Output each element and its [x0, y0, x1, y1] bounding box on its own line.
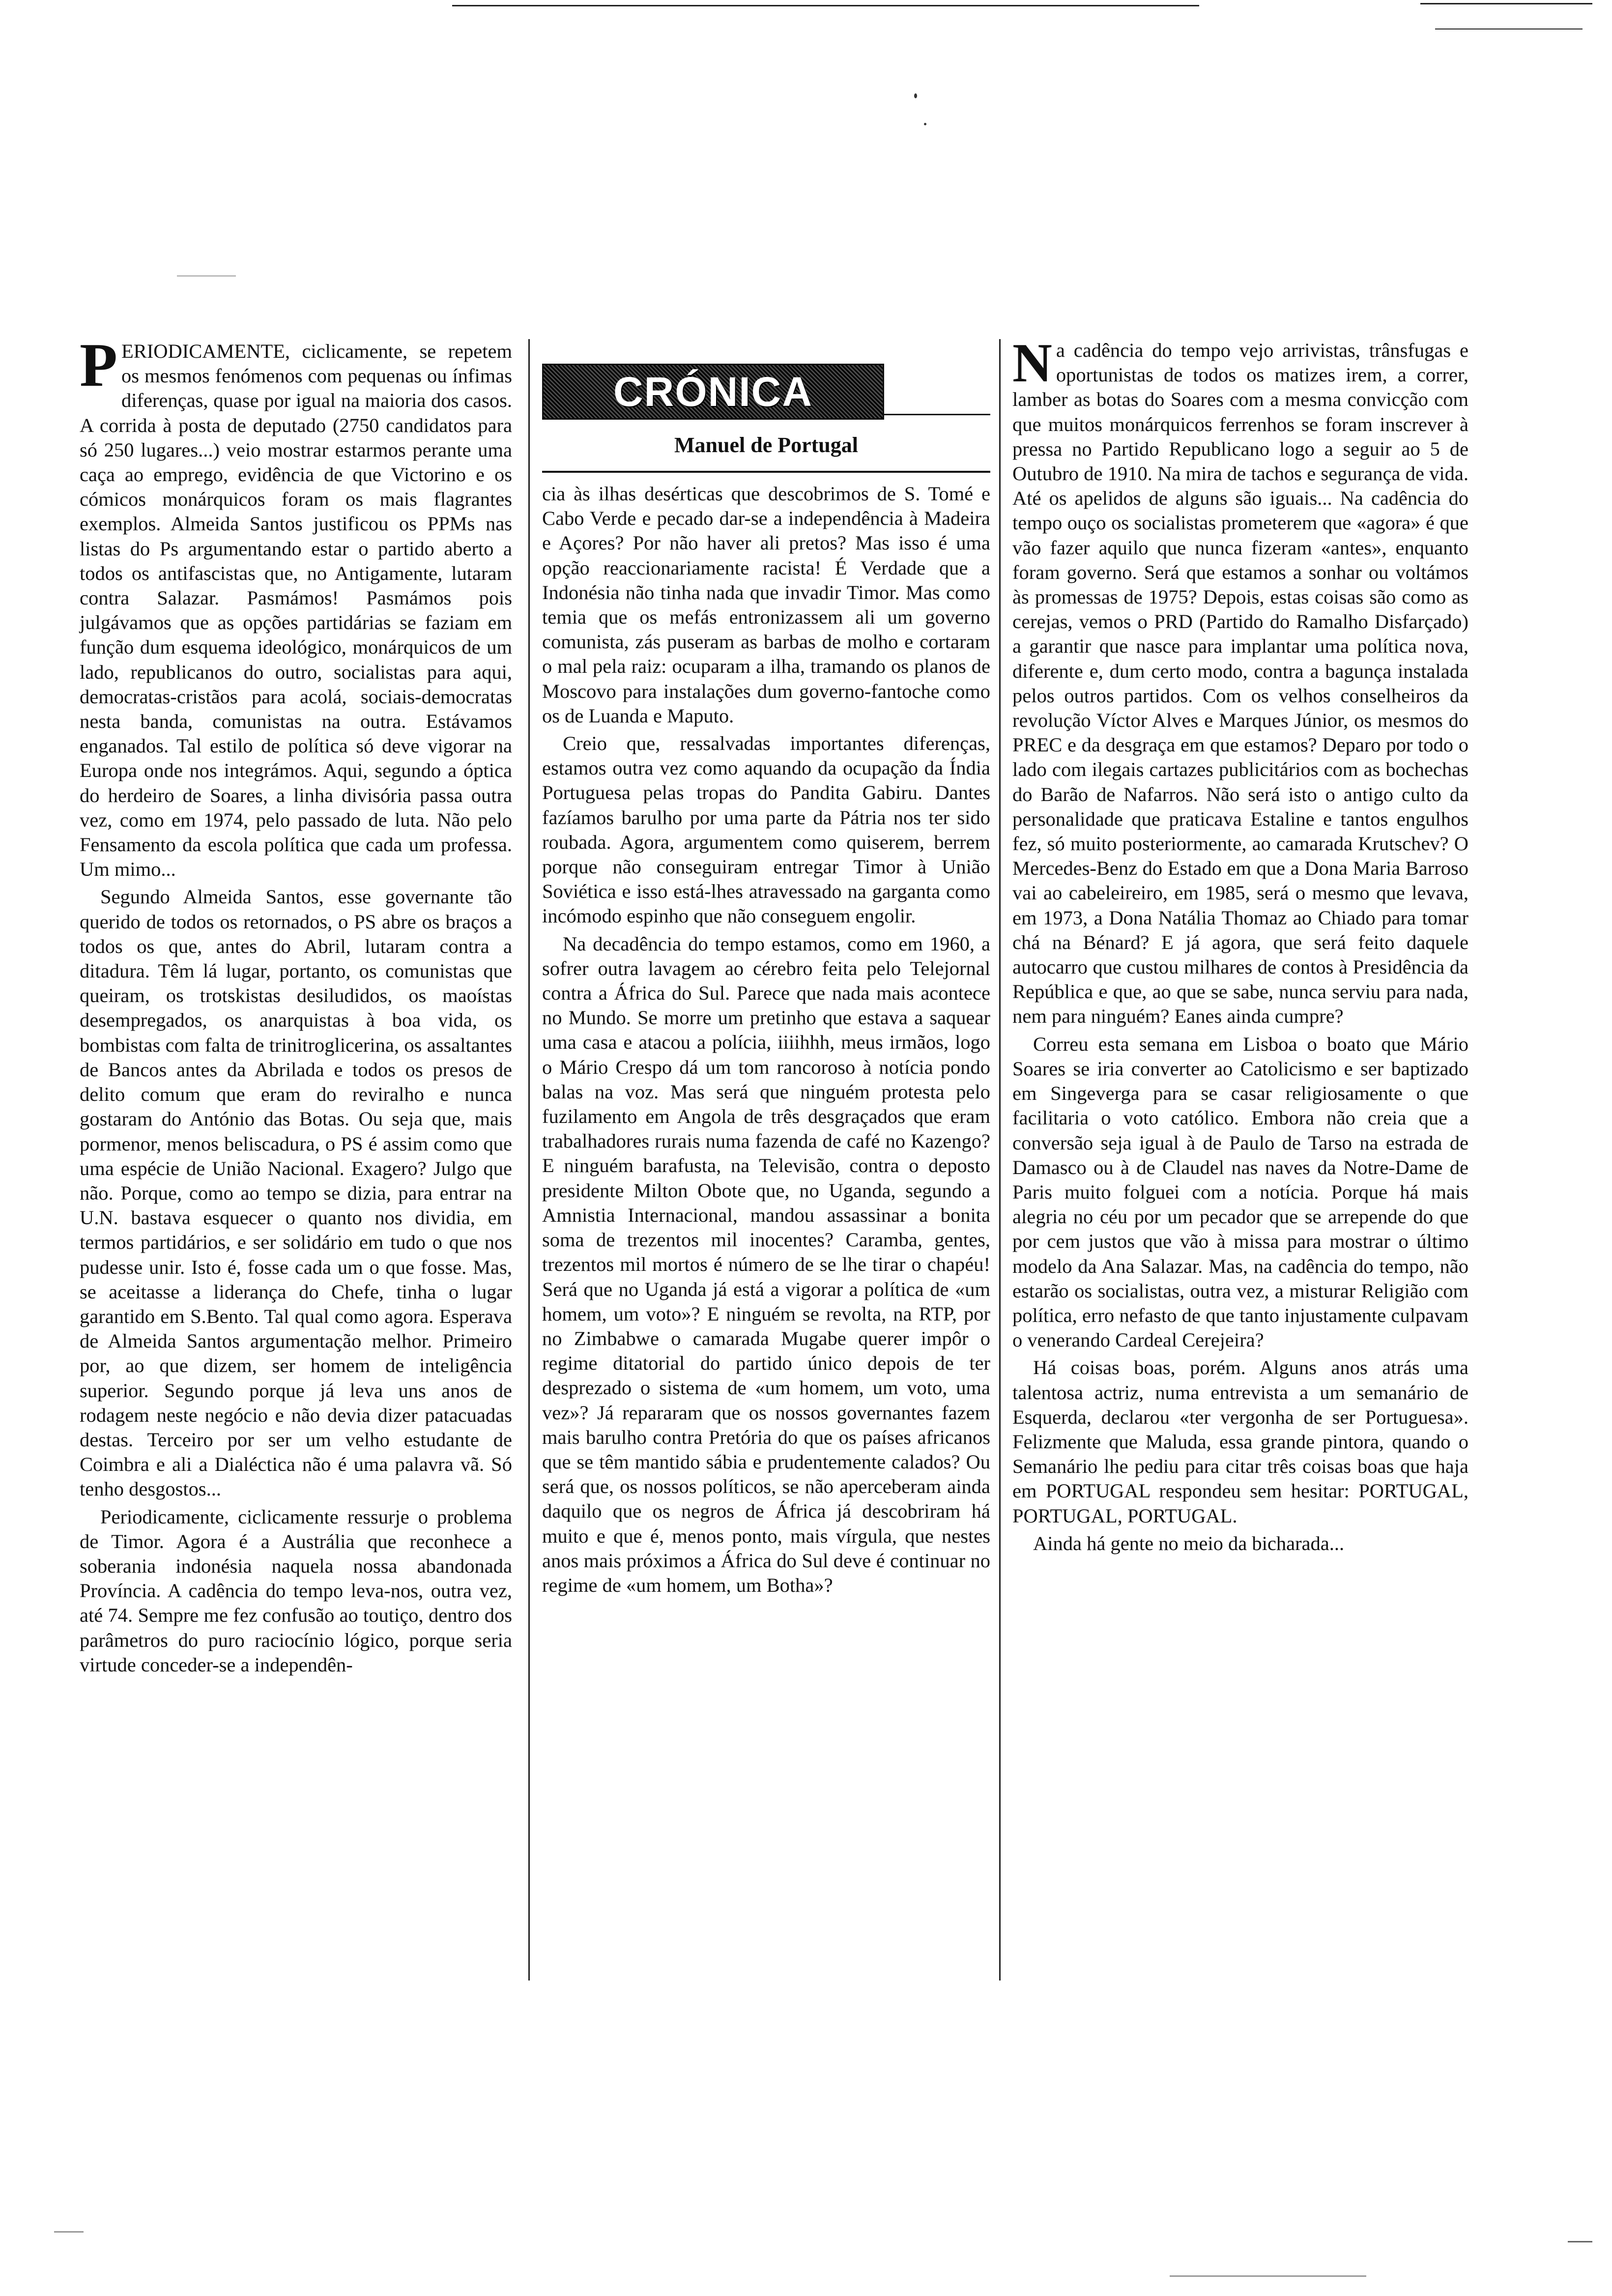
banner-rule [884, 414, 990, 415]
paragraph: Segundo Almeida Santos, esse governante tão querido de todos os retornados, o PS abre os braços a todos os que, antes do Abril, lutaram contra a ditadura. Têm lá lugar, portanto, os comunistas que queiram, os trotskistas desiludidos, os maoístas desempregados, os anarquistas à boa vida, os bombistas com falta de trinitroglicerina, os assaltantes de Bancos antes da Abrilada e todos os presos de delito comum que eram do reviralho e nunca gostaram do António das Botas. Ou seja que, mais pormenor, menos beliscadura, o PS é assim como que uma espécie de União Nacional. Exagero? Julgo que não. Porque, como ao tempo se dizia, para entrar na U.N. bastava esquecer o quanto nos dividia, em termos partidários, e ser solidário em tudo o que nos pudesse unir. Isto é, fosse cada um o que fosse. Mas, se aceitasse a liderança do Chefe, tinha o lugar garantido em S.Bento. Tal qual como agora. Esperava de Almeida Santos argumentação melhor. Primeiro por, ao que dizem, ser homem de inteligência superior. Segundo porque já leva uns anos de rodagem neste negócio e não devia dizer patacuadas destas. Terceiro por ser um velho estudante de Coimbra e ali a Dialéctica não é uma palavra vã. Só tenho desgostos... [80, 886, 512, 1500]
paragraph: cia às ilhas desérticas que descobrimos de S. Tomé e Cabo Verde e pecado dar-se a independência à Madeira e Açores? Por não haver ali pretos? Mas isso é uma opção reaccionariamente racista! É Verdade que a Indonésia não tinha nada que invadir Timor. Mas como temia que os mefás entronizassem ali um governo comunista, zás puseram as barbas de molho e cortaram o mal pela raiz: ocuparam a ilha, tramando os planos de Moscovo para instalações dum governo-fantoche como os de Luanda e Maputo. [542, 483, 990, 727]
scan-speck [177, 275, 236, 277]
section-title: CRÓNICA [613, 368, 813, 415]
scan-speck [1568, 2241, 1592, 2242]
paragraph: Periodicamente, ciclicamente ressurje o problema de Timor. Agora é a Austrália que reconhece a soberania indonésia naquela nossa abandonada Província. A cadência do tempo leva-nos, outra vez, até 74. Sempre me fez confusão ao toutiço, dentro dos parâmetros do puro raciocínio lógico, porque seria virtude conceder-se a independên- [80, 1505, 512, 1676]
paragraph: Correu esta semana em Lisboa o boato que Mário Soares se iria converter ao Catolicismo e ser baptizado em Singeverga para se casar religiosamente o que facilitaria o voto católico. Embora não creia que a conversão seja igual à de Paulo de Tarso na estrada de Damasco ou à de Claudel nas naves da Notre-Dame de Paris muito folguei com a notícia. Porque há mais alegria no céu por um pecador que se arrepende do que por cem justos que vão à missa para mostrar o último modelo da Ana Salazar. Mas, na cadência do tempo, não estarão os socialistas, outra vez, a misturar Religião com política, erro nefasto de que tanto injustamente culpavam o venerando Cardeal Cerejeira? [1012, 1033, 1468, 1351]
byline-rule [542, 471, 990, 473]
section-banner-box [542, 364, 884, 420]
column-divider [528, 339, 530, 1980]
scan-speck [914, 93, 917, 98]
scan-edge-line [1420, 3, 1592, 4]
paragraph-text: a cadência do tempo vejo arrivistas, trânsfugas e oportunistas de todos os matizes irem, a correr, lamber as botas do Soares com a mesma convicção com que muitos monárquicos ferrenhos se foram inscrever à pressa no Partido Republicano logo a seguir ao 5 de Outubro de 1910. Na mira de tachos e segurança de vida. Até os apelidos de alguns são iguais... Na cadência do tempo ouço os socialistas prometerem que «agora» é que vão fazer aquilo que nunca fizeram «antes», enquanto foram governo. Será que estamos a sonhar ou voltámos às promessas de 1975? Depois, estas coisas são como as cerejas, vemos o PRD (Partido do Ramalho Disfarçado) a garantir que nasce para implantar uma política nova, diferente e, dum certo modo, contra a bagunça instalada pelos outros partidos. Com os velhos conselheiros da revolução Víctor Alves e Marques Júnior, os mesmos do PREC e da desgraça em que estamos? Deparo por todo o lado com ilegais cartazes publicitários com as bochechas do Barão de Nafarros. Não será isto o antigo culto da personalidade que praticava Estaline e tantos engulhos fez, só muito posteriormente, ao camarada Krutschev? O Mercedes-Benz do Estado em que a Dona Maria Barroso vai ao cabeleireiro, em 1985, será o mesmo que levava, em 1973, a Dona Natália Thomaz ao Chiado para tomar chá na Bénard? E já agora, que será feito daquele autocarro que custou milhares de contos à Presidência da República e que, ao que se sabe, nunca serviu para nada, nem para ninguém? Eanes ainda cumpre? [1012, 339, 1468, 1028]
scan-speck [54, 2231, 84, 2233]
scan-edge-line [452, 5, 1199, 6]
paragraph [1012, 333, 1468, 1029]
article-column-3 [1012, 333, 1468, 1556]
paragraph: Na decadência do tempo estamos, como em 1960, a sofrer outra lavagem ao cérebro feita pelo Telejornal contra a África do Sul. Parece que nada mais acontece no Mundo. Se morre um pretinho que estava a saquear uma casa e atacou a polícia, iiiihhh, meus irmãos, logo o Mário Crespo dá um tom rancoroso à notícia pondo balas na voz. Mas será que ninguém protesta pelo fuzilamento em Angola de três desgraçados que eram trabalhadores rurais numa fazenda de café no Kazengo? E ninguém barafusta, na Televisão, contra o deposto presidente Milton Obote que, no Uganda, segundo a Amnistia Internacional, mandou assassinar a bonita soma de trezentos mil inocentes? Caramba, gentes, trezentos mil mortos é número de se lhe tirar o chapéu! Será que no Uganda já está a vigorar a política de «um homem, um voto»? E ninguém se revolta, na RTP, por no Zimbabwe o camarada Mugabe querer impôr o regime ditatorial do partido único depois de ter desprezado o sistema de «um homem, um voto, uma vez»? Já repararam que os nossos governantes fazem mais barulho contra Pretória do que os países africanos que se têm mantido sábia e prudentemente calados? Ou será que, os nossos políticos, se não aperceberam ainda daquilo que os negros de África já descobriram há muito e que é, menos ponto, mais vírgula, que nestes anos mais próximos a África do Sul deve é continuar no regime de «um homem, um Botha»? [542, 932, 990, 1596]
paragraph: Creio que, ressalvadas importantes diferenças, estamos outra vez como aquando da ocupação da Índia Portuguesa pelas tropas do Pandita Gabiru. Dantes fazíamos barulho por uma parte da Pátria nos ter sido roubada. Agora, argumentem como quiserem, berrem porque não conseguiram entregar Timor à União Soviética e isso está-lhes atravessado na garganta como incómodo espinho que não conseguem engolir. [542, 732, 990, 927]
scan-speck [1170, 2275, 1366, 2277]
article-column-2 [542, 482, 990, 1598]
paragraph: Há coisas boas, porém. Alguns anos atrás uma talentosa actriz, numa entrevista a um semanário de Esquerda, declarou «ter vergonha de ser Portuguesa». Felizmente que Maluda, essa grande pintora, quando o Semanário lhe pediu para citar três coisas boas que haja em PORTUGAL respondeu sem hesitar: PORTUGAL, PORTUGAL, PORTUGAL. [1012, 1356, 1468, 1527]
column-divider [999, 339, 1001, 1980]
article-column-1 [80, 331, 512, 1677]
paragraph-text: ERIODICAMENTE, ciclicamente, se repetem os mesmos fenómenos com pequenas ou ínfimas diferenças, quase por igual na maioria dos casos. A corrida à posta de deputado (2750 candidatos para só 250 lugares...) veio mostrar estarmos perante uma caça ao emprego, evidência de que Victorino e os cómicos monárquicos foram os mais flagrantes exemplos. Almeida Santos justificou os PPMs nas listas do Ps argumentando estar o partido aberto a todos os antifascistas que, no Antigamente, lutaram contra Salazar. Pasmámos! Pasmámos pois julgávamos que as opções partidárias se faziam em função dum esquema ideológico, monárquicos de um lado, republicanos do outro, socialistas para aqui, democratas-cristãos para acolá, sociais-democratas nesta banda, comunistas na outra. Estávamos enganados. Tal estilo de política só deve vigorar na Europa onde nos integrámos. Aqui, segundo a óptica do herdeiro de Soares, a linha divisória passa outra vez, como em 1974, pelo passado de luta. Não pelo Fensamento da escola política que cada um professa. Um mimo... [80, 340, 512, 881]
author-byline: Manuel de Portugal [674, 433, 858, 457]
drop-cap: P [80, 331, 117, 400]
paragraph: Ainda há gente no meio da bicharada... [1033, 1532, 1345, 1554]
section-banner [542, 355, 990, 433]
drop-cap: N [1012, 333, 1052, 394]
paragraph [80, 331, 512, 882]
scan-speck [924, 123, 926, 125]
